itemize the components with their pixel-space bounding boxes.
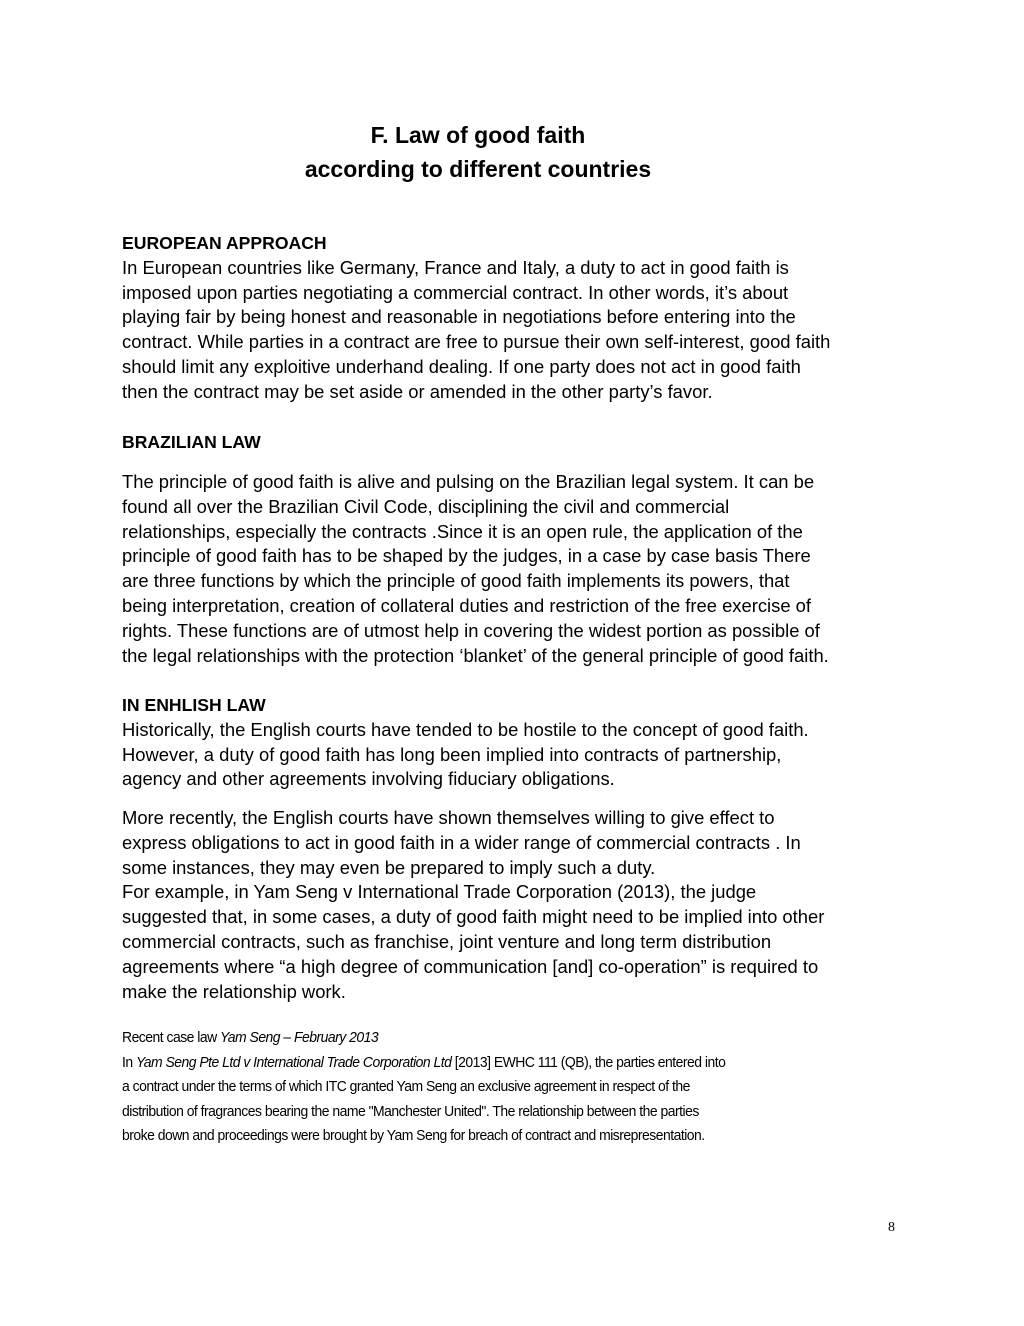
paragraph-line: playing fair by being honest and reasonable in negotiations before entering into the xyxy=(122,306,796,328)
paragraph-line: For example, in Yam Seng v International Trade Corporation (2013), the judge xyxy=(122,881,757,903)
case-law-line-suffix: [2013] EWHC 111 (QB), the parties entered into xyxy=(451,1053,726,1071)
case-law-intro-text: Recent case law xyxy=(122,1029,221,1046)
case-law-line: a contract under the terms of which ITC granted Yam Seng an exclusive agreement in respect of the xyxy=(122,1078,690,1096)
paragraph-line: relationships, especially the contracts .Since it is an open rule, the application of the xyxy=(122,520,803,542)
paragraph-line: agreements where “a high degree of communication [and] co-operation” is required to xyxy=(122,955,819,977)
section-heading-brazilian: BRAZILIAN LAW xyxy=(122,432,261,452)
case-law-note xyxy=(122,1026,866,1149)
paragraph-line: found all over the Brazilian Civil Code, disciplining the civil and commercial xyxy=(122,495,730,517)
page-title xyxy=(122,118,834,186)
paragraph-line: commercial contracts, such as franchise, joint venture and long term distribution xyxy=(122,930,772,952)
paragraph-line: imposed upon parties negotiating a commercial contract. In other words, it’s about xyxy=(122,281,789,303)
section-brazilian-heading xyxy=(122,430,912,455)
paragraph-line: express obligations to act in good faith in a wider range of commercial contracts . In xyxy=(122,831,801,853)
section-english xyxy=(122,693,912,792)
case-law-line: broke down and proceedings were brought by Yam Seng for breach of contract and misrepresentation. xyxy=(122,1127,705,1145)
section-heading-european: EUROPEAN APPROACH xyxy=(122,233,327,253)
paragraph-line: contract. While parties in a contract are free to pursue their own self-interest, good faith xyxy=(122,331,831,353)
paragraph-line: rights. These functions are of utmost help in covering the widest portion as possible of xyxy=(122,619,820,641)
paragraph-line: Historically, the English courts have tended to be hostile to the concept of good faith. xyxy=(122,718,809,740)
case-law-intro-italic: Yam Seng – February 2013 xyxy=(220,1029,379,1046)
paragraph-line: should limit any exploitive underhand dealing. If one party does not act in good faith xyxy=(122,355,801,377)
case-law-intro xyxy=(122,1026,866,1051)
paragraph-line: More recently, the English courts have shown themselves willing to give effect to xyxy=(122,807,775,828)
case-name: Yam Seng Pte Ltd v International Trade Corporation Ltd xyxy=(135,1053,452,1071)
paragraph-line: being interpretation, creation of collateral duties and restriction of the free exercise of xyxy=(122,594,812,616)
paragraph-line: However, a duty of good faith has long been implied into contracts of partnership, xyxy=(122,743,782,765)
section-english-continued xyxy=(122,806,912,1004)
paragraph-line: are three functions by which the principle of good faith implements its powers, that xyxy=(122,570,790,592)
title-line-1: F. Law of good faith xyxy=(370,122,586,148)
paragraph-line: The principle of good faith is alive and pulsing on the Brazilian legal system. It can be xyxy=(122,471,815,492)
section-brazilian xyxy=(122,470,912,668)
case-law-line xyxy=(122,1051,866,1076)
paragraph-line: principle of good faith has to be shaped by the judges, in a case by case basis There xyxy=(122,545,811,567)
paragraph-line: the legal relationships with the protection ‘blanket’ of the general principle of good faith. xyxy=(122,644,829,666)
section-european xyxy=(122,231,912,405)
title-line-2: according to different countries xyxy=(304,156,652,182)
paragraph-line: then the contract may be set aside or amended in the other party’s favor. xyxy=(122,380,713,402)
section-heading-english: IN ENHLISH LAW xyxy=(122,695,266,715)
paragraph-line: In European countries like Germany, France and Italy, a duty to act in good faith is xyxy=(122,256,789,278)
page-number: 8 xyxy=(888,1220,895,1235)
paragraph-line: make the relationship work. xyxy=(122,980,346,1002)
paragraph-line: agency and other agreements involving fiduciary obligations. xyxy=(122,768,615,790)
case-law-line-prefix: In xyxy=(122,1053,136,1071)
case-law-line: distribution of fragrances bearing the name "Manchester United". The relationship between the parties xyxy=(122,1102,699,1120)
paragraph-line: suggested that, in some cases, a duty of good faith might need to be implied into other xyxy=(122,906,825,928)
paragraph-line: some instances, they may even be prepared to imply such a duty. xyxy=(122,856,656,878)
